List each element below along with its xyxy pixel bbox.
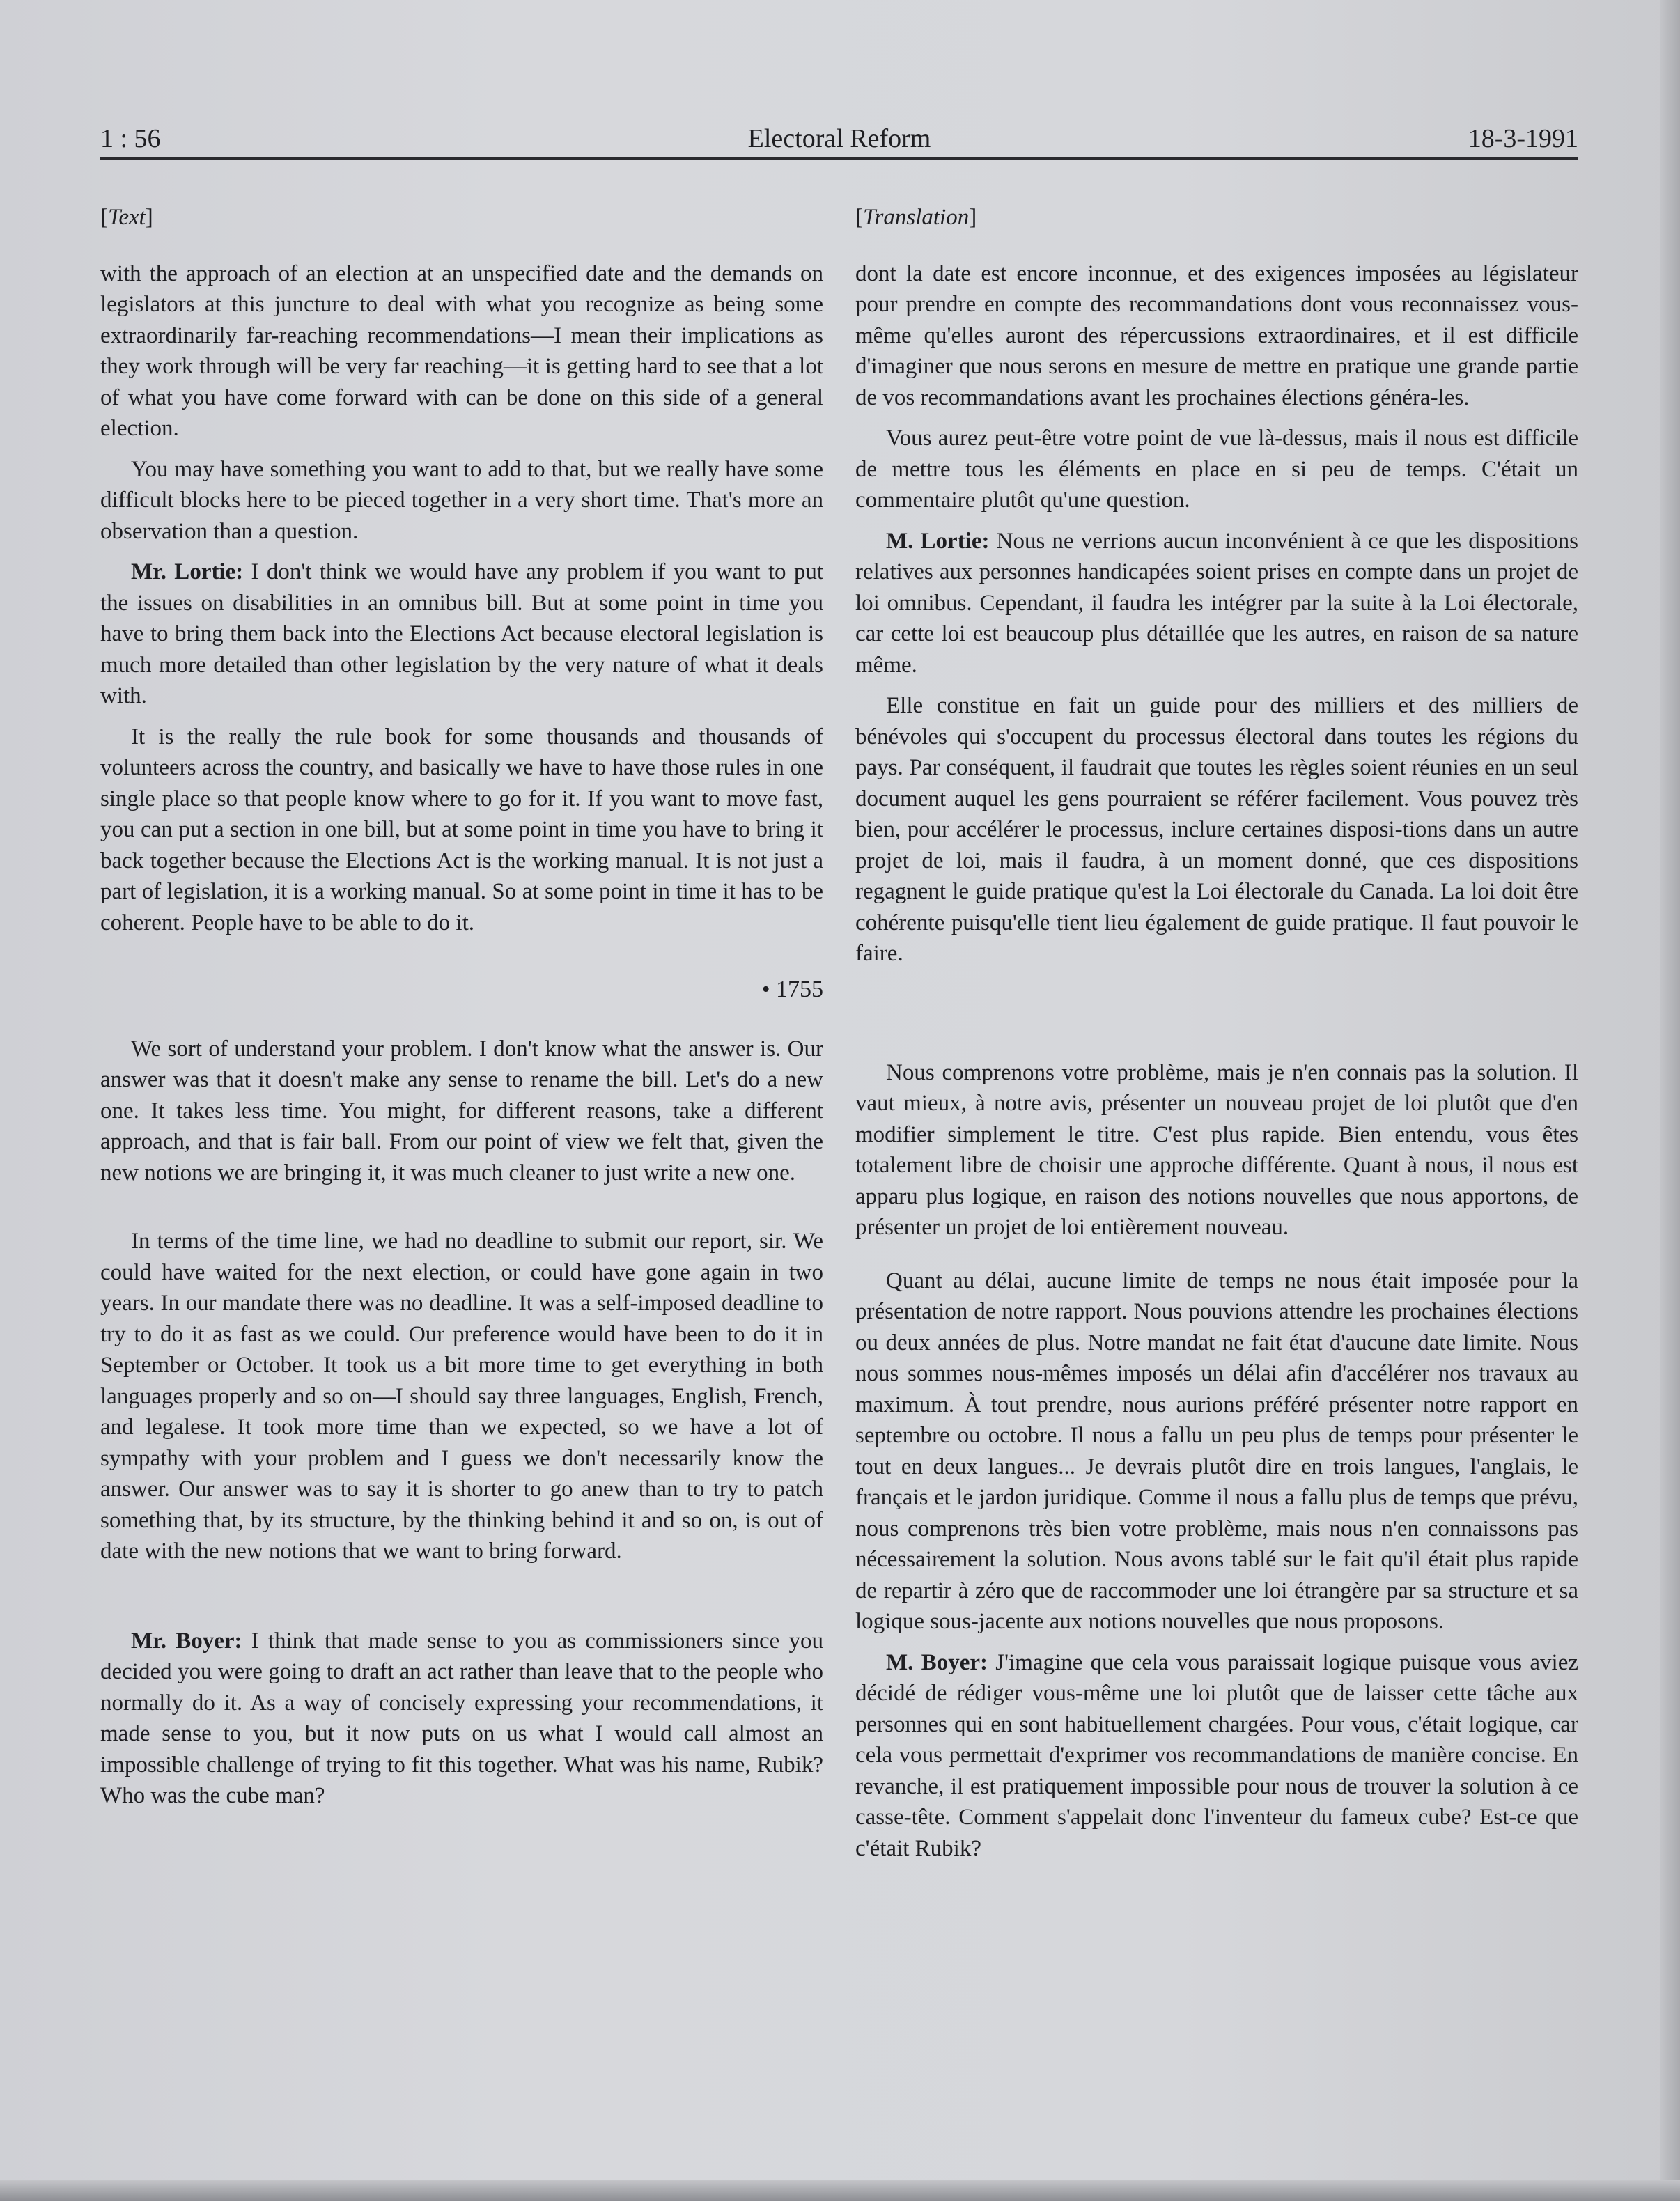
speaker-name: Mr. Boyer: xyxy=(131,1628,242,1654)
paragraph: Quant au délai, aucune limite de temps ne nous était imposée pour la présentation de notre rapport. Nous pouvions attendre les prochaines élections ou deux années de plus. Notre mandat ne fait état d'aucune date limite. Nous nous sommes nous-mêmes imposés un délai afin d'accélérer nos travaux au maximum. À tout prendre, nous aurions préféré présenter notre rapport en septembre ou octobre. Il nous a fallu un peu plus de temps pour présenter le tout en deux langues... Je devrais plutôt dire en trois langues, l'anglais, le français et le jardon juridique. Comme il nous a fallu plus de temps que prévu, nous comprenons très bien votre problème, mais nous n'en connaissons pas nécessairement la solution. Nous avons tablé sur le fait qu'il était plus rapide de repartir à zéro que de raccommoder une loi étrangère par sa structure et sa logique sous-jacente aux notions nouvelles que nous proposons. xyxy=(855,1268,1578,1634)
french-column xyxy=(855,202,1578,1874)
paragraph: with the approach of an election at an unspecified date and the demands on legislators at this juncture to deal with what you recognize as being some extraordinarily far-reaching recommendations—I mean their implications as they work through will be very far reaching—it is getting hard to see that a lot of what you have come forward with can be done on this side of a general election. xyxy=(100,260,823,441)
speaker-name: M. Lortie: xyxy=(886,528,990,554)
paragraph: M. Boyer: J'imagine que cela vous paraissait logique puisque vous aviez décidé de rédiger vous-même une loi plutôt que de laisser cette tâche aux personnes qui en sont habituellement chargées. Pour vous, c'était logique, car cela vous permettait d'exprimer vos recommandations de manière concise. En revanche, il est pratiquement impossible pour nous de trouver la solution à ce casse-tête. Comment s'appelait donc l'inventeur du fameux cube? Est-ce que c'était Rubik? xyxy=(855,1649,1578,1861)
running-title: Electoral Reform xyxy=(747,124,931,153)
paragraph: Mr. Lortie: I don't think we would have any problem if you want to put the issues on disabilities in an omnibus bill. But at some point in time you have to bring them back into the Elections Act because electoral legislation is much more detailed than other legislation by the very nature of what it deals with. xyxy=(100,559,823,708)
page-bottom-edge xyxy=(0,2180,1680,2201)
paragraph: dont la date est encore inconnue, et des exigences imposées au législateur pour prendre en compte des recommandations dont vous reconnaissez vous-même qu'elles auront des répercussions extraordinaires, et il est difficile d'imaginer que nous serons en mesure de mettre en pratique une grande partie de vos recommandations avant les prochaines élections généra-les. xyxy=(855,260,1578,410)
paragraph: Vous aurez peut-être votre point de vue là-dessus, mais il nous est difficile de mettre tous les éléments en place en si peu de temps. C'était un commentaire plutôt qu'une question. xyxy=(855,426,1578,513)
column-label-text: [Text] xyxy=(100,205,153,230)
paragraph: Elle constitue en fait un guide pour des milliers et des milliers de bénévoles qui s'occupent du processus électoral dans toutes les régions du pays. Par conséquent, il faudrait que toutes les règles soient réunies en un seul document auquel les gens pourraient se référer facilement. Vous pouvez très bien, pour accélérer le processus, inclure certaines disposi-tions dans un autre projet de loi, mais il faudra, à un moment donné, que ces dispositions regagnent le guide pratique qu'est la Loi électorale du Canada. La loi doit être cohérente puisqu'elle tient lieu également de guide pratique. Il faut pouvoir le faire. xyxy=(855,693,1578,966)
page-number: 1 : 56 xyxy=(100,124,161,153)
page-edge-shadow xyxy=(1660,0,1680,2201)
header-date: 18-3-1991 xyxy=(1468,124,1578,153)
paragraph: We sort of understand your problem. I don't know what the answer is. Our answer was that it doesn't make any sense to rename the bill. Let's do a new one. It takes less time. You might, for different reasons, take a different approach, and that is fair ball. From our point of view we felt that, given the new notions we are bringing it, it was much cleaner to just write a new one. xyxy=(100,1036,823,1185)
paragraph: Mr. Boyer: I think that made sense to you as commissioners since you decided you were going to draft an act rather than leave that to the people who normally do it. As a way of concisely expressing your recommendations, it made sense to you, but it now puts on us what I would call almost an impossible challenge of trying to fit this together. What was his name, Rubik? Who was the cube man? xyxy=(100,1628,823,1808)
paragraph: In terms of the time line, we had no deadline to submit our report, sir. We could have waited for the next election, or could have gone again in two years. In our mandate there was no deadline. It was a self-imposed deadline to try to do it as fast as we could. Our preference would have been to do it in September or October. It took us a bit more time to get everything in both languages properly and so on—I should say three languages, English, French, and legalese. It took more time than we expected, so we have a lot of sympathy with your problem and I guess we don't necessarily know the answer. Our answer was to say it is shorter to go anew than to try to patch something that, by its structure, by the thinking behind it and so on, is out of date with the new notions that we want to bring forward. xyxy=(100,1229,823,1564)
paragraph: It is the really the rule book for some thousands and thousands of volunteers across the country, and basically we have to have those rules in one single place so that people know where to go for it. If you want to move fast, you can put a section in one bill, but at some point in time you have to bring it back together because the Elections Act is the working manual. It is not just a part of legislation, it is a working manual. So at some point in time it has to be coherent. People have to be able to do it. xyxy=(100,724,823,935)
paragraph: M. Lortie: Nous ne verrions aucun inconvénient à ce que les dispositions relatives aux personnes handicapées soient prises en compte dans un projet de loi omnibus. Cependant, il faudra les intégrer par la suite à la Loi électorale, car cette loi est beaucoup plus détaillée que les autres, en raison de sa nature même. xyxy=(855,528,1578,678)
page-header xyxy=(100,120,1578,160)
paragraph: Nous comprenons votre problème, mais je n'en connais pas la solution. Il vaut mieux, à notre avis, présenter un nouveau projet de loi plutôt que d'en modifier simplement le titre. C'est plus rapide. Bien entendu, vous êtes totalement libre de choisir une approche différente. Quant à nous, il nous est apparu plus logique, en raison des notions nouvelles que nous apportons, de présenter un projet de loi entièrement nouveau. xyxy=(855,1059,1578,1240)
paragraph: You may have something you want to add to that, but we really have some difficult blocks here to be pieced together in a very short time. That's more an observation than a question. xyxy=(100,456,823,544)
english-column xyxy=(100,202,823,1821)
column-label-translation: [Translation] xyxy=(855,205,977,230)
time-marker: • 1755 xyxy=(761,977,823,1002)
speaker-name: Mr. Lortie: xyxy=(131,559,244,584)
speaker-name: M. Boyer: xyxy=(886,1649,988,1675)
